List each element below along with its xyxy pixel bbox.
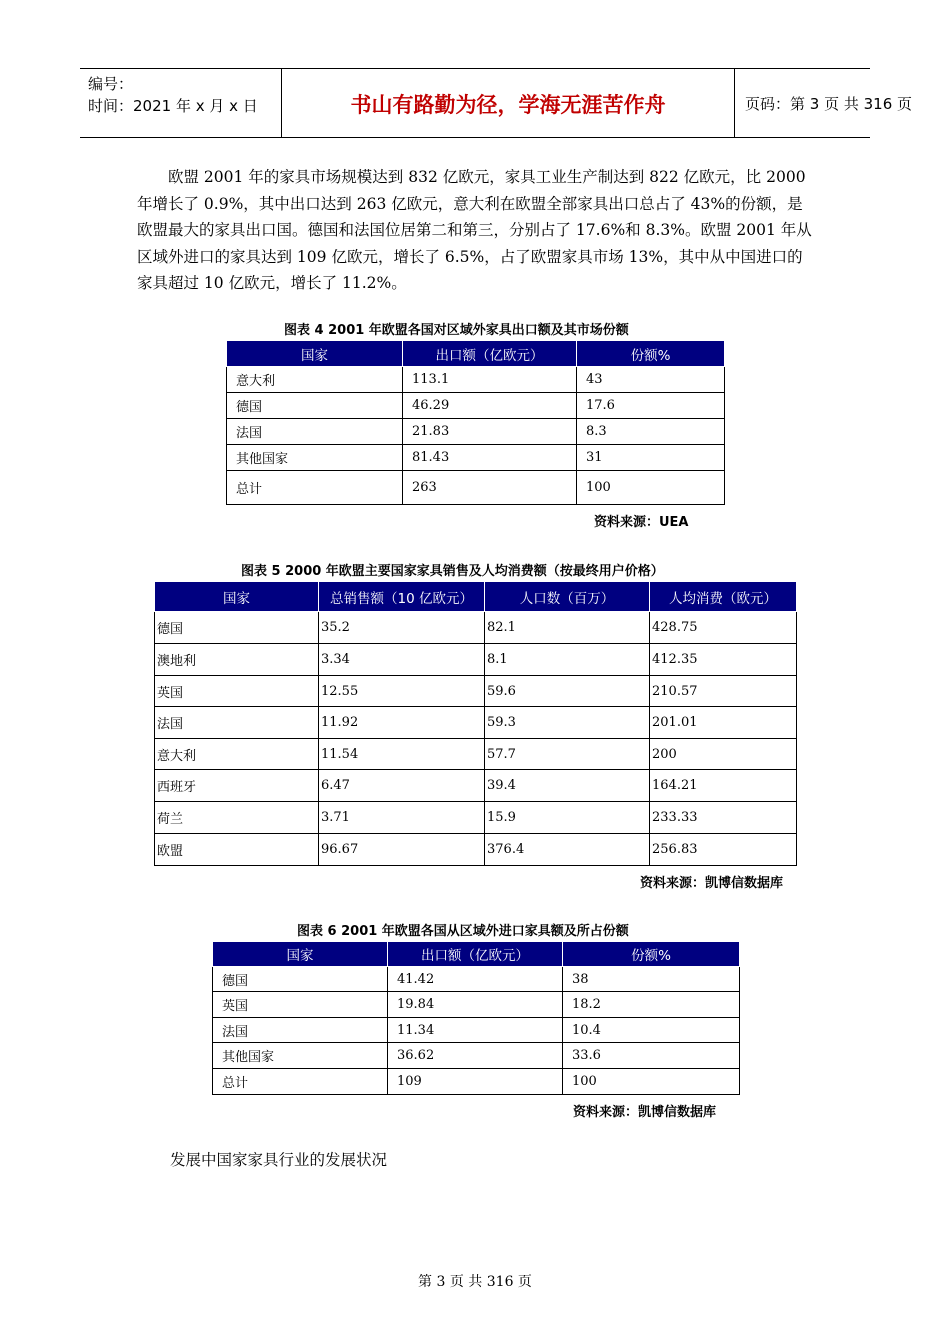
table-cell: 43: [577, 367, 725, 393]
table-cell: 210.57: [650, 676, 797, 707]
table-cell: 德国: [227, 393, 403, 419]
table-cell: 法国: [155, 707, 319, 739]
table-cell: 46.29: [403, 393, 577, 419]
table-cell: 376.4: [485, 834, 650, 866]
table-cell: 21.83: [403, 419, 577, 445]
table-cell: 15.9: [485, 802, 650, 834]
table4-source: 资料来源：UEA: [594, 515, 689, 530]
table-cell: 100: [563, 1069, 740, 1095]
table-cell: 81.43: [403, 445, 577, 471]
table-cell: 256.83: [650, 834, 797, 866]
table-cell: 12.55: [319, 676, 485, 707]
table-cell: 59.6: [485, 676, 650, 707]
table-row: [155, 770, 797, 802]
table-cell: 57.7: [485, 739, 650, 770]
table-cell: 11.34: [388, 1018, 563, 1043]
table-cell: 3.34: [319, 644, 485, 676]
table4-header-row: [227, 341, 725, 367]
table-cell: 8.3: [577, 419, 725, 445]
intro-paragraph: [137, 164, 817, 297]
table-row: [155, 644, 797, 676]
table-cell: 总计: [213, 1069, 388, 1095]
intro-text: 欧盟 2001 年的家具市场规模达到 832 亿欧元，家具工业生产制达到 822 亿欧元，比 2000 年增长了 0.9%，其中出口达到 263 亿欧元，意大利在欧盟全部家具出口总占了 43%的份额，是欧盟最大的家具出口国。德国和法国位居第二和第三，分别占了 17.6%和 8.3%。欧盟 2001 年从区域外进口的家具达到 109 亿欧元，增长了 6.5%，占了欧盟家具市场 13%，其中从中国进口的家具超过 10 亿欧元，增长了 11.2%。: [137, 168, 812, 293]
table-row: [213, 1043, 740, 1069]
table-row: [227, 471, 725, 505]
table-cell: 18.2: [563, 992, 740, 1018]
table-cell: 荷兰: [155, 802, 319, 834]
table6-header-cell: 份额%: [563, 942, 740, 967]
table-cell: 英国: [155, 676, 319, 707]
header-page-info: 页码：第 3 页 共 316 页: [745, 95, 913, 113]
table6-source: 资料来源：凯博信数据库: [573, 1105, 717, 1120]
table-row: [155, 802, 797, 834]
page-footer: 第 3 页 共 316 页: [418, 1274, 532, 1290]
header-meta: [80, 69, 282, 137]
table-row: [227, 445, 725, 471]
section-heading: 发展中国家家具行业的发展状况: [170, 1151, 388, 1169]
table-row: [155, 739, 797, 770]
table-row: [213, 1069, 740, 1095]
table6: [212, 941, 740, 1095]
header-motto: 书山有路勤为径，学海无涯苦作舟: [350, 93, 666, 117]
table6-header-cell: 出口额（亿欧元）: [388, 942, 563, 967]
table-cell: 200: [650, 739, 797, 770]
table-cell: 59.3: [485, 707, 650, 739]
table-cell: 233.33: [650, 802, 797, 834]
table-cell: 西班牙: [155, 770, 319, 802]
table4-header-cell: 份额%: [577, 341, 725, 367]
table6-body: [213, 967, 740, 1095]
table-row: [155, 612, 797, 644]
table6-header-cell: 国家: [213, 942, 388, 967]
table-cell: 19.84: [388, 992, 563, 1018]
table-cell: 10.4: [563, 1018, 740, 1043]
table6-header-row: [213, 942, 740, 967]
table-cell: 11.54: [319, 739, 485, 770]
table-cell: 11.92: [319, 707, 485, 739]
table-row: [155, 834, 797, 866]
table4-body: [227, 367, 725, 505]
table5-header-cell: 总销售额（10 亿欧元）: [319, 582, 485, 612]
table5: [154, 581, 797, 866]
table-cell: 82.1: [485, 612, 650, 644]
table-cell: 意大利: [155, 739, 319, 770]
table-cell: 意大利: [227, 367, 403, 393]
table-row: [213, 992, 740, 1018]
table6-caption: 图表 6 2001 年欧盟各国从区域外进口家具额及所占份额: [297, 924, 629, 939]
table-cell: 428.75: [650, 612, 797, 644]
table-cell: 德国: [155, 612, 319, 644]
table4: [226, 340, 725, 505]
header-page-cell: [735, 69, 913, 137]
table-row: [155, 707, 797, 739]
table-cell: 109: [388, 1069, 563, 1095]
table-cell: 412.35: [650, 644, 797, 676]
table-cell: 8.1: [485, 644, 650, 676]
table-row: [227, 393, 725, 419]
table-cell: 总计: [227, 471, 403, 505]
table-cell: 法国: [213, 1018, 388, 1043]
table-cell: 其他国家: [213, 1043, 388, 1069]
number-label: 编号：: [88, 75, 134, 93]
table-cell: 其他国家: [227, 445, 403, 471]
table-cell: 6.47: [319, 770, 485, 802]
table-cell: 法国: [227, 419, 403, 445]
table-cell: 3.71: [319, 802, 485, 834]
table5-header-cell: 人口数（百万）: [485, 582, 650, 612]
page-header: [80, 68, 913, 138]
table-cell: 164.21: [650, 770, 797, 802]
table-cell: 德国: [213, 967, 388, 992]
table-cell: 欧盟: [155, 834, 319, 866]
table-row: [227, 367, 725, 393]
table-cell: 澳地利: [155, 644, 319, 676]
table-row: [213, 967, 740, 992]
table-row: [155, 676, 797, 707]
table-cell: 41.42: [388, 967, 563, 992]
table-cell: 17.6: [577, 393, 725, 419]
table5-body: [155, 612, 797, 866]
table-cell: 33.6: [563, 1043, 740, 1069]
table5-caption: 图表 5 2000 年欧盟主要国家家具销售及人均消费额（按最终用户价格）: [241, 564, 664, 579]
table5-source: 资料来源：凯博信数据库: [640, 876, 784, 891]
table4-header-cell: 国家: [227, 341, 403, 367]
table5-header-cell: 国家: [155, 582, 319, 612]
table-cell: 263: [403, 471, 577, 505]
table-cell: 36.62: [388, 1043, 563, 1069]
table-cell: 100: [577, 471, 725, 505]
table-cell: 38: [563, 967, 740, 992]
table-cell: 35.2: [319, 612, 485, 644]
table-cell: 31: [577, 445, 725, 471]
table-cell: 39.4: [485, 770, 650, 802]
table5-header-row: [155, 582, 797, 612]
table-cell: 113.1: [403, 367, 577, 393]
table-cell: 201.01: [650, 707, 797, 739]
table-cell: 英国: [213, 992, 388, 1018]
table-row: [227, 419, 725, 445]
header-motto-cell: [282, 69, 735, 137]
table-cell: 96.67: [319, 834, 485, 866]
table4-caption: 图表 4 2001 年欧盟各国对区域外家具出口额及其市场份额: [284, 323, 629, 338]
table-row: [213, 1018, 740, 1043]
time-label: 时间：2021 年 x 月 x 日: [88, 97, 258, 115]
table4-header-cell: 出口额（亿欧元）: [403, 341, 577, 367]
table5-header-cell: 人均消费（欧元）: [650, 582, 797, 612]
